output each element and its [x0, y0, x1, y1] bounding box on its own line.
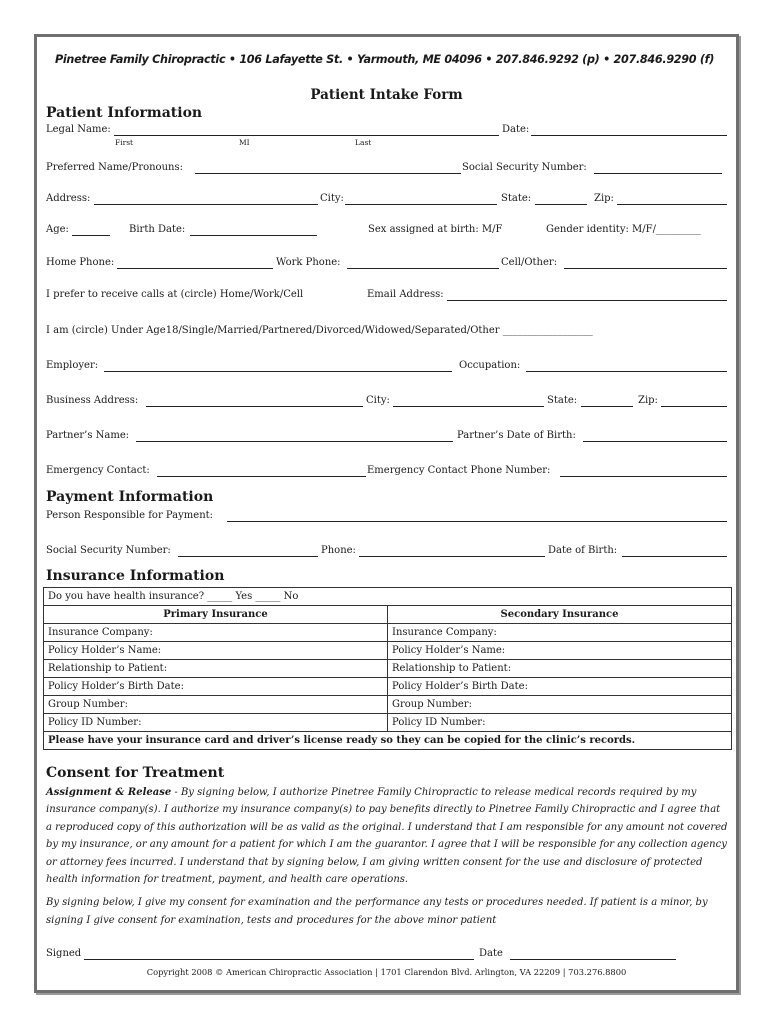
- occupation-field[interactable]: [526, 371, 727, 372]
- primary-insurance-header: Primary Insurance: [44, 606, 388, 624]
- cell-label: Cell/Other:: [501, 257, 558, 268]
- email-field[interactable]: [447, 300, 727, 301]
- table-row: [44, 714, 732, 732]
- employer-field[interactable]: [104, 371, 452, 372]
- secondary-cell[interactable]: Policy Holder’s Birth Date:: [388, 678, 732, 696]
- table-row: [44, 696, 732, 714]
- consent-lead: Assignment & Release: [46, 787, 172, 798]
- consent-text: [46, 784, 728, 929]
- marital-status[interactable]: I am (circle) Under Age18/Single/Married/Partnered/Divorced/Widowed/Separated/Other __________________: [46, 325, 593, 336]
- mi-sublabel: MI: [239, 138, 250, 147]
- secondary-cell[interactable]: Policy ID Number:: [388, 714, 732, 732]
- business-city-label: City:: [366, 395, 390, 406]
- payment-ssn-field[interactable]: [178, 556, 318, 557]
- birth-date-label: Birth Date:: [129, 224, 186, 235]
- age-field[interactable]: [72, 235, 110, 236]
- payment-phone-field[interactable]: [359, 556, 545, 557]
- table-row: [44, 660, 732, 678]
- legal-name-label: Legal Name:: [46, 124, 111, 135]
- primary-cell[interactable]: Policy Holder’s Name:: [44, 642, 388, 660]
- preferred-name-field[interactable]: [195, 173, 461, 174]
- last-sublabel: Last: [355, 138, 372, 147]
- insurance-question[interactable]: Do you have health insurance? _____ Yes _____ No: [44, 588, 732, 606]
- payment-phone-label: Phone:: [321, 545, 356, 556]
- date-label: Date:: [502, 124, 530, 135]
- copyright-footer: Copyright 2008 © American Chiropractic Association | 1701 Clarendon Blvd. Arlington, VA 22209 | 703.276.8800: [146, 967, 627, 977]
- signature-date-field[interactable]: [510, 959, 676, 960]
- zip-label: Zip:: [594, 193, 614, 204]
- primary-cell[interactable]: Policy ID Number:: [44, 714, 388, 732]
- primary-cell[interactable]: Policy Holder’s Birth Date:: [44, 678, 388, 696]
- insurance-note-row: [44, 732, 732, 750]
- home-phone-field[interactable]: [117, 268, 273, 269]
- responsible-label: Person Responsible for Payment:: [46, 510, 214, 521]
- primary-cell[interactable]: Group Number:: [44, 696, 388, 714]
- address-label: Address:: [46, 193, 91, 204]
- payment-dob-field[interactable]: [622, 556, 727, 557]
- insurance-question-row: [44, 588, 732, 606]
- state-label: State:: [501, 193, 532, 204]
- cell-field[interactable]: [564, 268, 727, 269]
- partner-name-label: Partner’s Name:: [46, 430, 130, 441]
- call-preference[interactable]: I prefer to receive calls at (circle) Home/Work/Cell: [46, 289, 304, 300]
- birth-date-field[interactable]: [190, 235, 317, 236]
- first-sublabel: First: [115, 138, 134, 147]
- signature-date-label: Date: [479, 948, 503, 959]
- emergency-contact-field[interactable]: [157, 476, 366, 477]
- secondary-cell[interactable]: Insurance Company:: [388, 624, 732, 642]
- business-zip-field[interactable]: [661, 406, 727, 407]
- gender-identity[interactable]: Gender identity: M/F/_________: [546, 224, 701, 235]
- consent-paragraph-2: By signing below, I give my consent for examination and the performance any tests or procedures needed. If patient is a minor, by signing I give consent for examination, tests and procedures for the above minor patient: [46, 897, 708, 926]
- business-state-field[interactable]: [581, 406, 633, 407]
- work-phone-label: Work Phone:: [276, 257, 341, 268]
- work-phone-field[interactable]: [347, 268, 499, 269]
- zip-field[interactable]: [617, 204, 727, 205]
- secondary-cell[interactable]: Policy Holder’s Name:: [388, 642, 732, 660]
- section-heading-payment: Payment Information: [46, 489, 214, 505]
- emergency-phone-label: Emergency Contact Phone Number:: [367, 465, 551, 476]
- section-heading-insurance: Insurance Information: [46, 568, 225, 584]
- section-heading-consent: Consent for Treatment: [46, 765, 225, 781]
- occupation-label: Occupation:: [459, 360, 521, 371]
- insurance-table: [43, 587, 732, 750]
- age-label: Age:: [46, 224, 69, 235]
- business-state-label: State:: [547, 395, 578, 406]
- employer-label: Employer:: [46, 360, 99, 371]
- business-zip-label: Zip:: [638, 395, 658, 406]
- signature-field[interactable]: [84, 959, 474, 960]
- table-row: [44, 624, 732, 642]
- secondary-cell[interactable]: Relationship to Patient:: [388, 660, 732, 678]
- form-title: Patient Intake Form: [310, 87, 463, 103]
- ssn-label: Social Security Number:: [462, 162, 587, 173]
- legal-name-field[interactable]: [114, 135, 499, 136]
- address-field[interactable]: [94, 204, 318, 205]
- partner-dob-label: Partner’s Date of Birth:: [457, 430, 576, 441]
- city-field[interactable]: [345, 204, 497, 205]
- emergency-contact-label: Emergency Contact:: [46, 465, 150, 476]
- home-phone-label: Home Phone:: [46, 257, 115, 268]
- insurance-note: Please have your insurance card and driver’s license ready so they can be copied for the clinic’s records.: [44, 732, 732, 750]
- responsible-field[interactable]: [227, 521, 727, 522]
- business-address-field[interactable]: [146, 406, 363, 407]
- insurance-header-row: [44, 606, 732, 624]
- business-address-label: Business Address:: [46, 395, 139, 406]
- preferred-name-label: Preferred Name/Pronouns:: [46, 162, 183, 173]
- intake-form-page: [34, 34, 739, 993]
- email-label: Email Address:: [367, 289, 444, 300]
- table-row: [44, 642, 732, 660]
- secondary-insurance-header: Secondary Insurance: [388, 606, 732, 624]
- primary-cell[interactable]: Relationship to Patient:: [44, 660, 388, 678]
- partner-dob-field[interactable]: [583, 441, 727, 442]
- state-field[interactable]: [535, 204, 587, 205]
- payment-ssn-label: Social Security Number:: [46, 545, 171, 556]
- sex-at-birth[interactable]: Sex assigned at birth: M/F: [368, 224, 503, 235]
- date-field[interactable]: [531, 135, 727, 136]
- payment-dob-label: Date of Birth:: [548, 545, 618, 556]
- section-heading-patient: Patient Information: [46, 105, 203, 121]
- city-label: City:: [320, 193, 344, 204]
- signed-label: Signed: [46, 948, 82, 959]
- business-city-field[interactable]: [393, 406, 544, 407]
- table-row: [44, 678, 732, 696]
- ssn-field[interactable]: [594, 173, 722, 174]
- secondary-cell[interactable]: Group Number:: [388, 696, 732, 714]
- clinic-header: Pinetree Family Chiropractic • 106 Lafayette St. • Yarmouth, ME 04096 • 207.846.9292 (p) • 207.846.9290 (f): [55, 53, 715, 66]
- consent-paragraph-1: - By signing below, I authorize Pinetree Family Chiropractic to release medical records required by my insurance company(s). I authorize my insurance company(s) to pay benefits directly to Pinetree Family Chiropractic and I agree that a reproduced copy of this authorization will be as valid as the original. I understand that I am responsible for any amount not covered by my insurance, or any amount for a patient for which I am the guarantor. I agree that I will be responsible for any collection agency or attorney fees incurred. I understand that by signing below, I am giving written consent for the use and disclosure of protected health information for treatment, payment, and health care operations.: [46, 787, 728, 886]
- primary-cell[interactable]: Insurance Company:: [44, 624, 388, 642]
- emergency-phone-field[interactable]: [560, 476, 727, 477]
- partner-name-field[interactable]: [136, 441, 453, 442]
